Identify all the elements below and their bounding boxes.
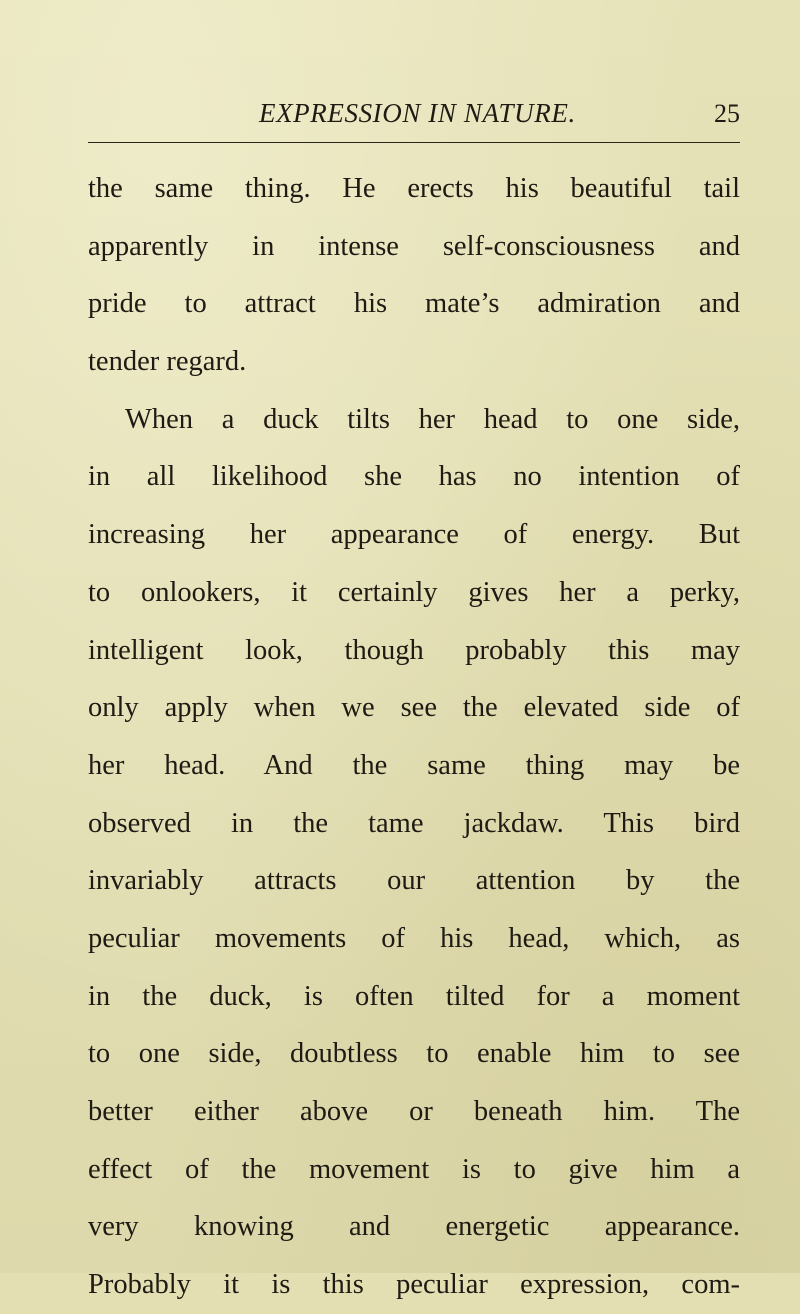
text-line: better either above or beneath him. The bbox=[88, 1096, 740, 1127]
text-line: to onlookers, it certainly gives her a perky, bbox=[88, 576, 740, 608]
page-header bbox=[88, 98, 740, 138]
text-line: pride to attract his mate’s admiration and bbox=[88, 288, 740, 320]
text-line: very knowing and energetic appearance. bbox=[88, 1211, 740, 1243]
text-line: Probably it is this peculiar expression, com- bbox=[88, 1269, 740, 1301]
text-line: When a duck tilts her head to one side, bbox=[125, 403, 740, 435]
text-line: intelligent look, though probably this may bbox=[88, 634, 740, 666]
text-line: the same thing. He erects his beautiful tail bbox=[88, 173, 740, 204]
text-line: in all likelihood she has no intention of bbox=[88, 461, 740, 493]
running-title: EXPRESSION IN NATURE. bbox=[259, 98, 576, 128]
text-line: observed in the tame jackdaw. This bird bbox=[88, 807, 740, 839]
header-rule bbox=[88, 142, 740, 143]
text-line: tender regard. bbox=[88, 346, 247, 378]
text-line: in the duck, is often tilted for a moment bbox=[88, 980, 740, 1012]
body-text bbox=[88, 160, 740, 1314]
text-line: effect of the movement is to give him a bbox=[88, 1153, 740, 1185]
text-line: apparently in intense self-consciousness and bbox=[88, 230, 740, 262]
text-line: peculiar movements of his head, which, as bbox=[88, 922, 740, 954]
text-line: only apply when we see the elevated side of bbox=[88, 692, 740, 724]
text-line: her head. And the same thing may be bbox=[88, 749, 740, 781]
text-line: increasing her appearance of energy. But bbox=[88, 519, 740, 551]
page-number: 25 bbox=[714, 99, 740, 128]
text-line: to one side, doubtless to enable him to see bbox=[88, 1038, 740, 1070]
text-line: invariably attracts our attention by the bbox=[88, 865, 740, 897]
